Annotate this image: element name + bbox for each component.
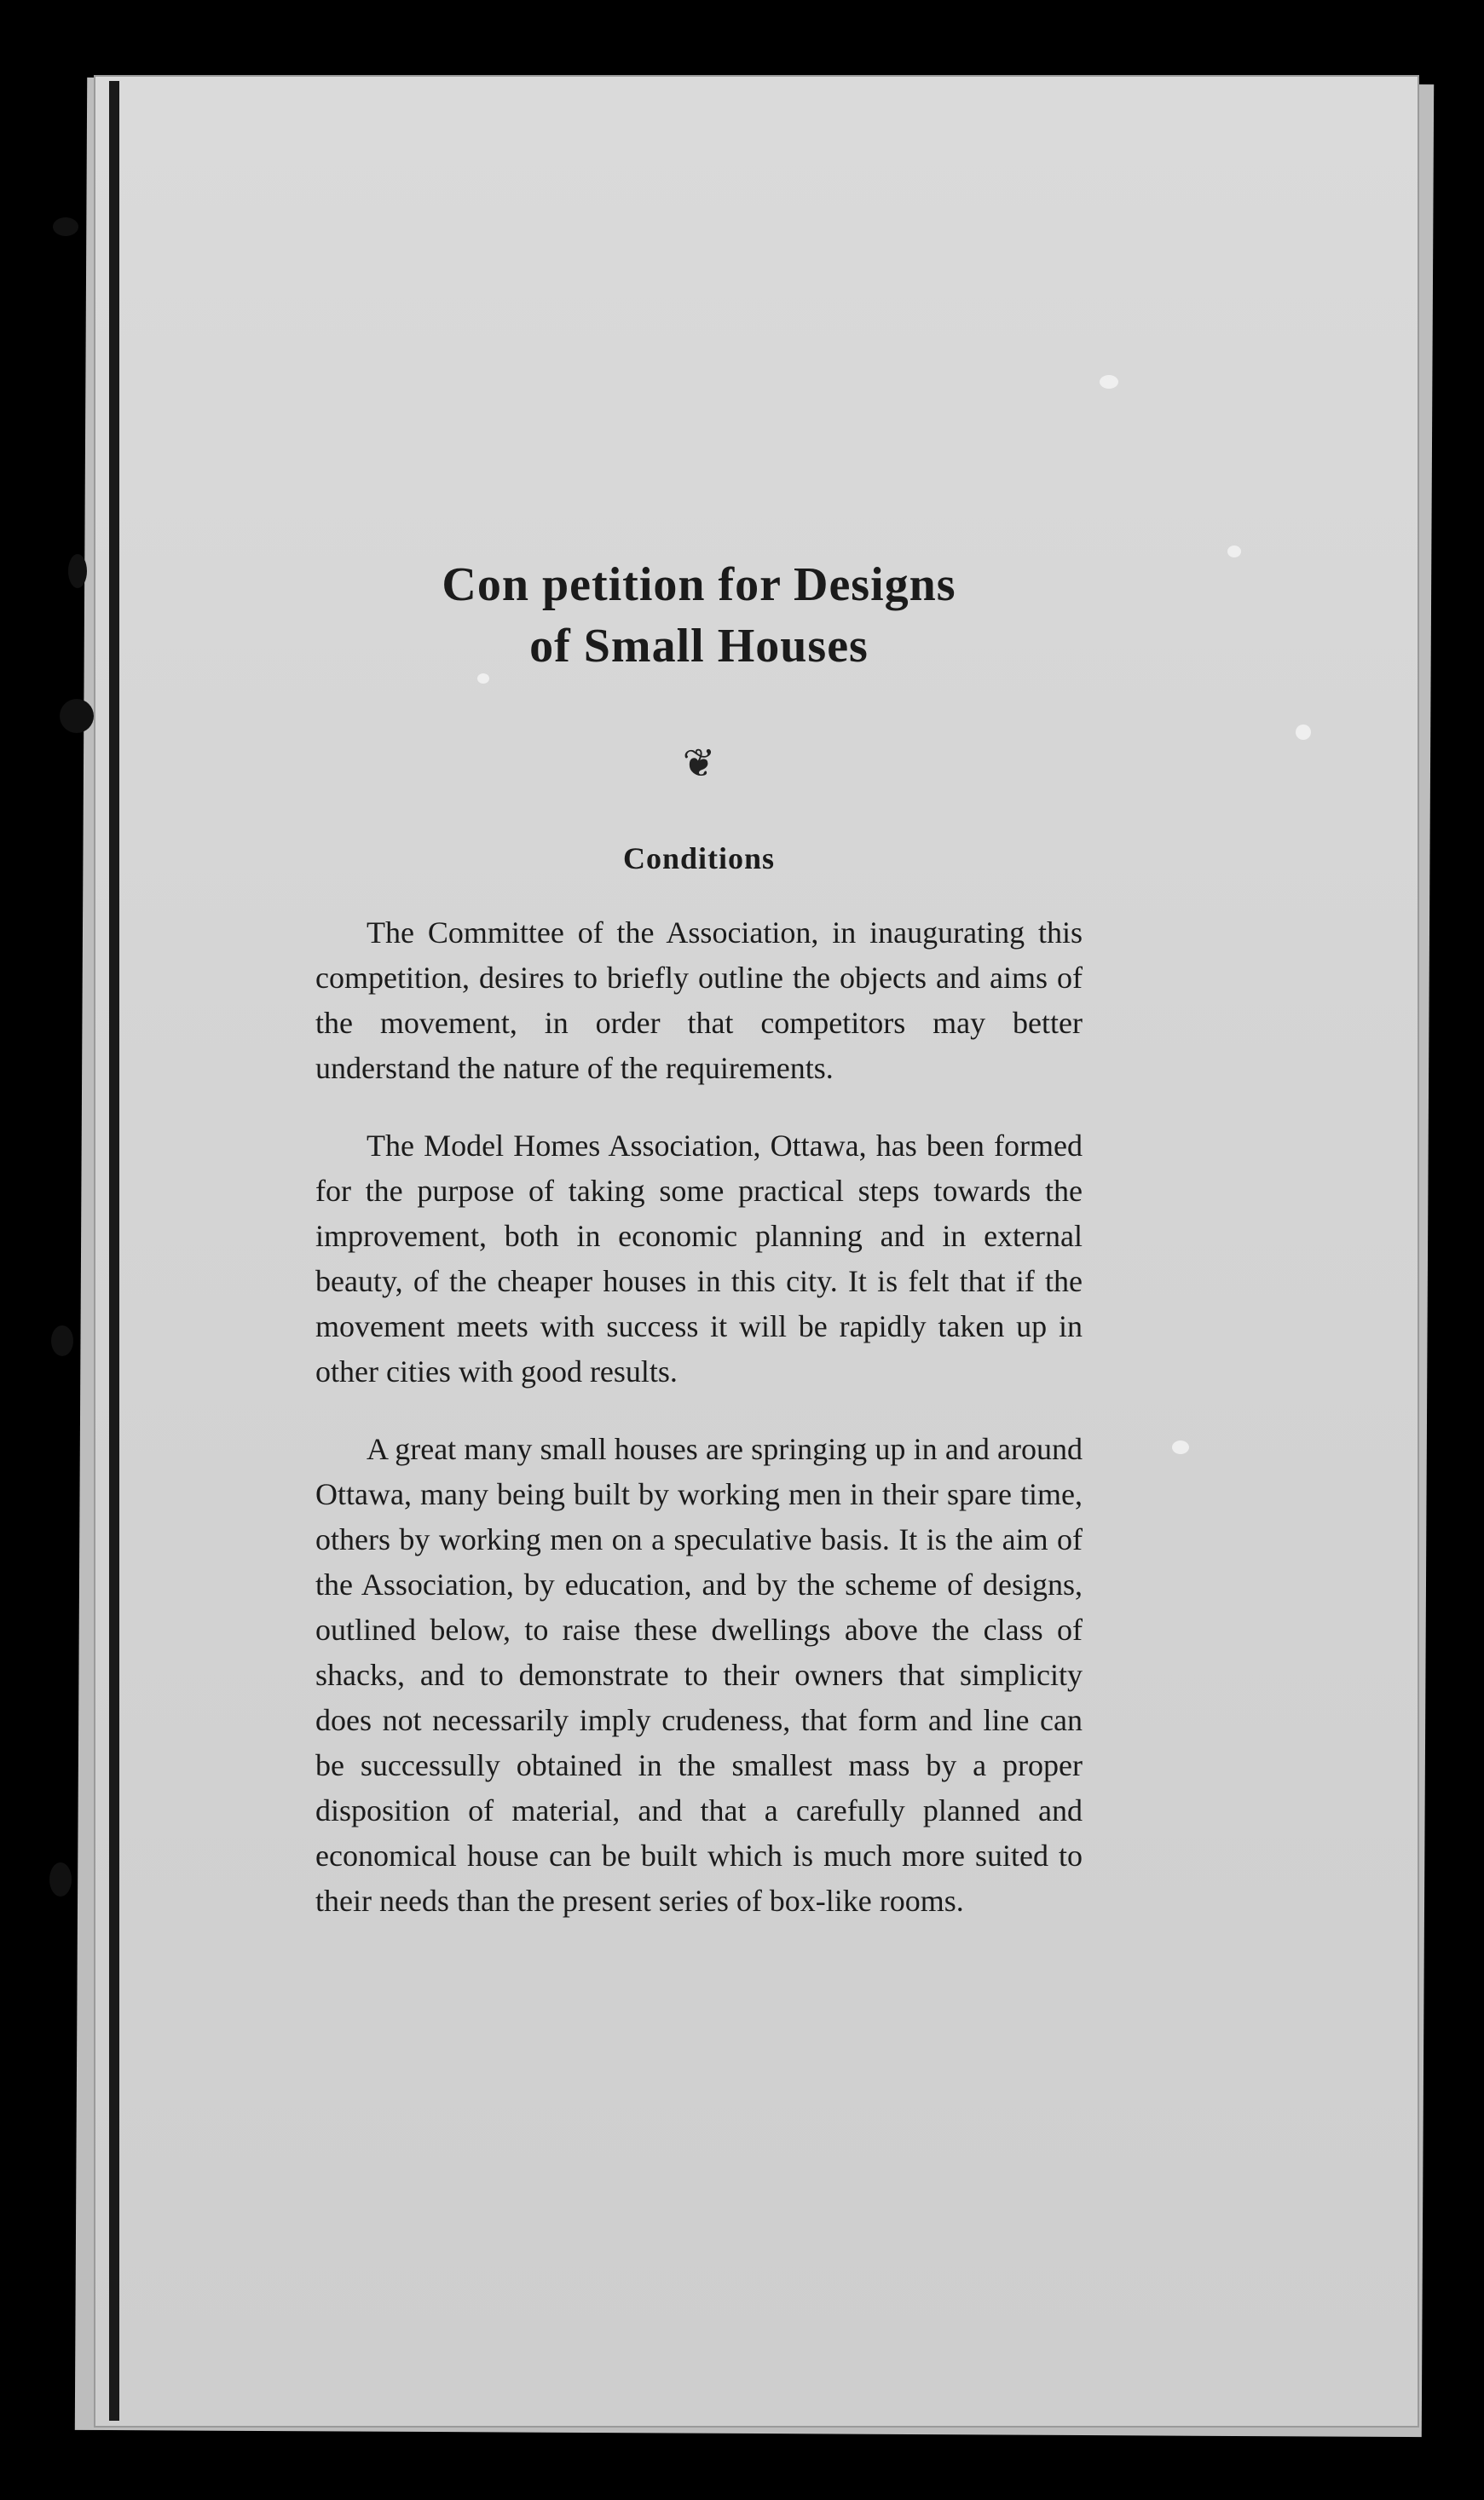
title-line-2: of Small Houses — [529, 620, 869, 673]
paper-speck — [1227, 546, 1241, 557]
paper-speck — [1100, 375, 1118, 389]
binding-mark — [68, 554, 87, 588]
section-heading: Conditions — [622, 841, 776, 875]
binding-mark — [51, 1325, 73, 1356]
binding-mark — [53, 217, 78, 236]
paper-speck — [1296, 725, 1311, 740]
paragraph-2: The Model Homes Association, Ottawa, has been formed for the purpose of taking some practical steps towards the improvement, both in economic planning and in external beauty, of the cheaper houses in this city. It is felt that if the movement meets with success it will be rapidly taken up in other cities with good results. — [315, 1129, 1083, 1389]
paper-speck — [1172, 1441, 1189, 1454]
ornament-icon: ❦ — [682, 742, 716, 785]
binding-spine — [109, 81, 119, 2421]
document-title — [315, 554, 1083, 677]
title-line-1: Con petition for Designs — [442, 558, 956, 611]
paragraph-1: The Committee of the Association, in inaugurating this competition, desires to briefly outline the objects and aims of the movement, in order that competitors may better understand the nature of the requirements. — [315, 915, 1083, 1085]
document-body — [315, 554, 1083, 1956]
paragraph-3: A great many small houses are springing up in and around Ottawa, many being built by working men in their spare time, others by working men on a speculative basis. It is the aim of the Association, by education, and by the scheme of designs, outlined below, to raise these dwellings above the class of shacks, and to demonstrate to their owners that simplicity does not necessarily imply crudeness, that form and line can be successully obtained in the smallest mass by a proper disposition of material, and that a carefully planned and economical house can be built which is much more suited to their needs than the present series of box-like rooms. — [315, 1432, 1083, 1918]
binding-mark — [60, 699, 94, 733]
binding-mark — [49, 1862, 72, 1897]
